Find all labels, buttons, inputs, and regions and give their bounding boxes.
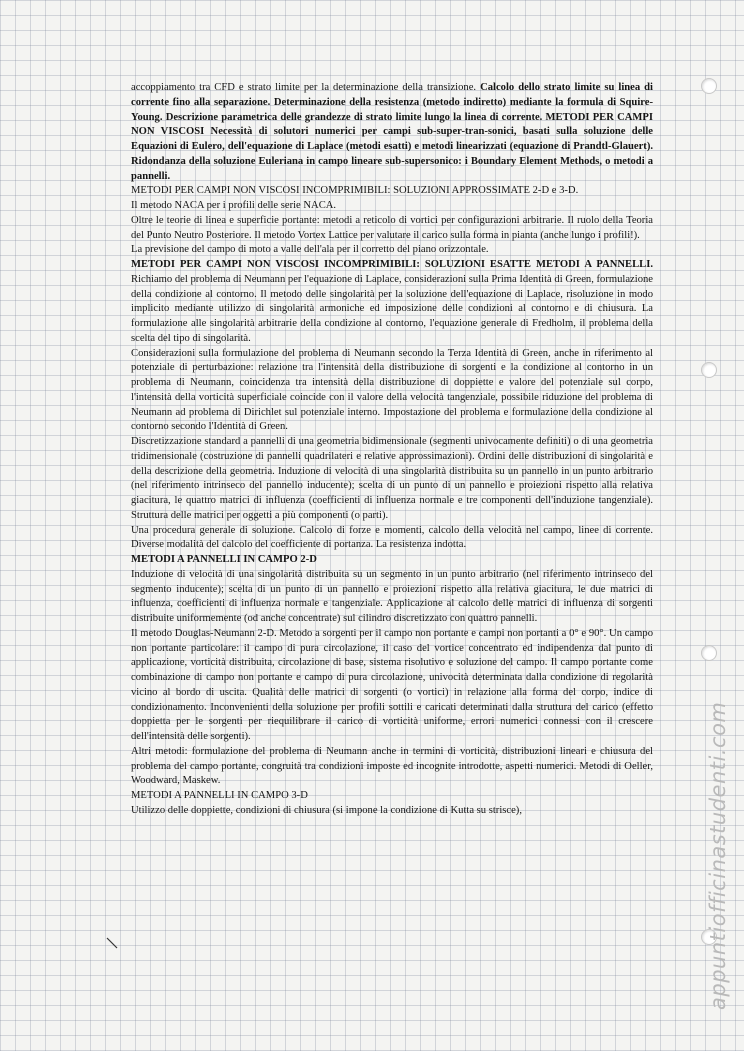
text-run: METODI A PANNELLI IN CAMPO 3-D	[131, 790, 308, 801]
text-run: accoppiamento tra CFD e strato limite per la determinazione della transizione.	[131, 82, 481, 93]
paragraph	[131, 789, 653, 804]
watermark: appuntiofficinastudenti.com	[706, 701, 730, 1010]
paragraph	[131, 804, 653, 819]
text-run: Induzione di velocità di una singolarità distribuita su un segmento in un punto arbitrario (nel riferimento intrinseco del segmento inducente); scelta di un punto di un pannello e proiezioni rispetto alla relativa giacitura, le due matrici di influenza, coefficienti di influenza normale e tangenziale. Applicazione al calcolo delle matrici di influenza di sorgenti distribuite uniformemente (od anche concentrate) sul cilindro discretizzato con quattro pannelli.	[131, 568, 653, 624]
paragraph	[131, 435, 653, 524]
text-run: METODI A PANNELLI IN CAMPO 2-D	[131, 554, 317, 565]
paragraph	[131, 258, 653, 347]
paragraph	[131, 81, 653, 184]
text-run: Discretizzazione standard a pannelli di una geometria bidimensionale (segmenti univocamente definiti) o di una geometria tridimensionale (costruzione di pannelli quadrilateri e relative approssimazioni). Ordini delle distribuzioni di singolarità e della descrizione della geometria. Induzione di velocità di una singolarità distribuita su un pannello in un punto arbitrario (nel riferimento intrinseco del pannello inducente); scelta di un punto di un pannello e proiezioni rispetto alla relativa giacitura, le quattro matrici di influenza (coefficienti di influenza normale e tre componenti dell'induzione tangenziale). Struttura delle matrici per oggetti a più componenti (o parti).	[131, 436, 653, 521]
text-run: Altri metodi: formulazione del problema di Neumann anche in termini di vorticità, distribuzioni lineari e chiusura del problema del campo portante, congruità tra condizioni imposte ed incognite introdotte, aspetti numerici. Metodi di Oeller, Woodward, Maskew.	[131, 745, 653, 787]
paragraph	[131, 627, 653, 745]
paragraph	[131, 568, 653, 627]
paragraph	[131, 524, 653, 554]
paragraph	[131, 199, 653, 214]
text-run: Richiamo del problema di Neumann per l'equazione di Laplace, considerazioni sulla Prima Identità di Green, formulazione della condizione al contorno. Il metodo delle singolarità per la soluzione dell'equazione di Laplace, risoluzione in modo implicito mediante utilizzo di singolarità armoniche ed imposizione delle condizioni al contorno e di chiusura. La formulazione alle singolarità arbitrarie della condizione al contorno, l'equazione generale di Fredholm, il problema della scelta del tipo di singolarità.	[131, 273, 653, 344]
paragraph	[131, 347, 653, 436]
text-run: METODI PER CAMPI NON VISCOSI INCOMPRIMIBILI: SOLUZIONI APPROSSIMATE 2-D e 3-D.	[131, 185, 579, 197]
paragraph	[131, 745, 653, 789]
paragraph	[131, 214, 653, 244]
binder-hole-upper-middle	[701, 362, 717, 378]
paragraph	[131, 553, 653, 568]
text-run: METODI PER CAMPI NON VISCOSI INCOMPRIMIBILI: SOLUZIONI ESATTE METODI A PANNELLI.	[131, 259, 653, 270]
document-body	[131, 81, 653, 819]
text-run: Calcolo dello strato limite su linea di corrente fino alla separazione. Determinazione della resistenza (metodo indiretto) mediante la formula di Squire-Young. Descrizione parametrica delle grandezze di strato limite lungo la linea di corrente. METODI PER CAMPI NON VISCOSI Necessità di solutori numerici per campi sub-super-tran-sonici, basati sulla soluzione delle Equazioni di Eulero, dell'equazione di Laplace (metodi esatti) e metodi linearizzati (equazione di Prandtl-Glauert). Ridondanza della soluzione Euleriana in campo lineare sub-supersonico: i Boundary Element Methods, o metodi a pannelli.	[131, 82, 653, 182]
text-run: Il metodo NACA per i profili delle serie NACA.	[131, 200, 337, 211]
text-run: Utilizzo delle doppiette, condizioni di chiusura (si impone la condizione di Kutta su strisce),	[131, 804, 522, 816]
binder-hole-lower-middle	[701, 645, 717, 661]
text-run: Oltre le teorie di linea e superficie portante: metodi a reticolo di vortici per configurazioni arbitrarie. Il ruolo della Teoria del Punto Neutro Posteriore. Il metodo Vortex Lattice per valutare il carico sulla forma in pianta (anche lungo i profili!).	[131, 214, 653, 241]
paragraph	[131, 243, 653, 258]
text-run: Una procedura generale di soluzione. Calcolo di forze e momenti, calcolo della velocità nel campo, linee di corrente. Diverse modalità del calcolo del coefficiente di portanza. La resistenza indotta.	[131, 524, 653, 551]
text-run: Considerazioni sulla formulazione del problema di Neumann secondo la Terza Identità di Green, anche in riferimento al potenziale di perturbazione: relazione tra l'intensità della distribuzione di sorgenti e la condizione al contorno in un problema di Neumann, coincidenza tra intensità della distribuzione di doppiette e valore del potenziale sul corpo, l'intensità della vorticità superficiale coincide con il valore della velocità tangenziale, possibile riduzione del problema di Neumann ad problema di Dirichlet sul potenziale interno. Impostazione del problema e formulazione della condizione al contorno secondo l'Identità di Green.	[131, 347, 653, 433]
pen-mark-icon	[105, 936, 119, 950]
text-run: Il metodo Douglas-Neumann 2-D. Metodo a sorgenti per il campo non portante e campi non portanti a 0° e 90°. Un campo non portante particolare: il campo di pura circolazione, il caso del vortice concentrato ed indipendenza dal punto di applicazione, vorticità distribuita, circolazione di base, sistema risolutivo e soluzione del campo. Il campo portante come combinazione di campo non portante e campo di pura circolazione, univocità determinata dalla condizione di regolarità vicino al bordo di uscita. Qualità delle matrici di sorgenti (o vortici) in relazione alla forma del corpo, indice di condizionamento. Inconvenienti della soluzione per profili sottili e caricati determinati dalla struttura del carico (effetto doppietta per le sorgenti per riequilibrare il carico di vorticità uniforme, errori numerici connessi con il crescere dell'intensità delle sorgenti).	[131, 627, 653, 742]
text-run: La previsione del campo di moto a valle dell'ala per il corretto del piano orizzontale.	[131, 244, 489, 256]
binder-hole-top	[701, 78, 717, 94]
paragraph	[131, 184, 653, 199]
